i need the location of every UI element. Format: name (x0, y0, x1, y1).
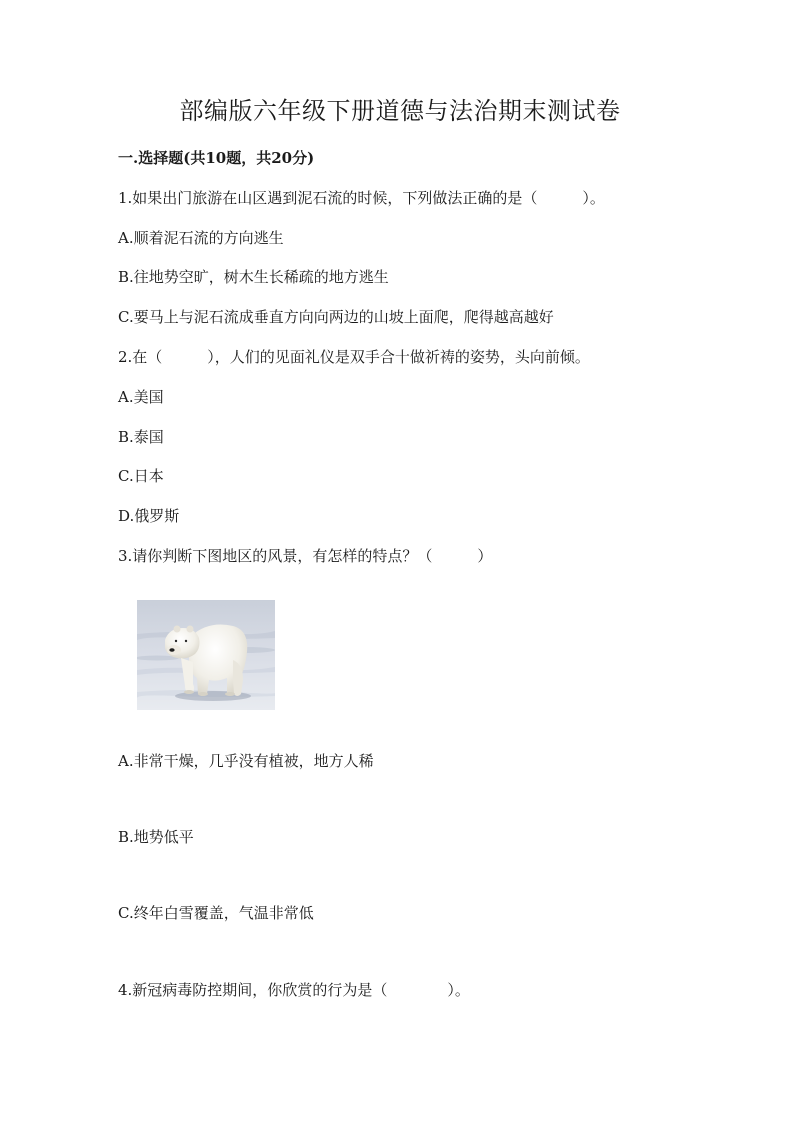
question-1-option-b: B.往地势空旷，树木生长稀疏的地方逃生 (118, 268, 389, 286)
polar-bear-photo (137, 600, 275, 710)
section-heading: 一.选择题(共10题，共20分) (118, 149, 315, 167)
question-1-option-c: C.要马上与泥石流成垂直方向向两边的山坡上面爬，爬得越高越好 (118, 308, 554, 326)
page-title: 部编版六年级下册道德与法治期末测试卷 (179, 97, 621, 125)
question-2-stem: 2.在（ ），人们的见面礼仪是双手合十做祈祷的姿势，头向前倾。 (118, 348, 590, 366)
question-2-option-a: A.美国 (118, 388, 164, 406)
question-1-option-a: A.顺着泥石流的方向逃生 (118, 229, 284, 247)
question-2-option-c: C.日本 (118, 467, 164, 485)
question-1-stem: 1.如果出门旅游在山区遇到泥石流的时候，下列做法正确的是（ ）。 (118, 189, 605, 207)
question-3-option-b: B.地势低平 (118, 828, 194, 846)
question-2-option-b: B.泰国 (118, 428, 164, 446)
question-3-option-c: C.终年白雪覆盖，气温非常低 (118, 904, 314, 922)
question-4-stem: 4.新冠病毒防控期间，你欣赏的行为是（ ）。 (118, 981, 470, 999)
question-3-option-a: A.非常干燥，几乎没有植被，地方人稀 (118, 752, 374, 770)
question-2-option-d: D.俄罗斯 (118, 507, 180, 525)
question-3-stem: 3.请你判断下图地区的风景，有怎样的特点？（ ） (118, 547, 493, 565)
